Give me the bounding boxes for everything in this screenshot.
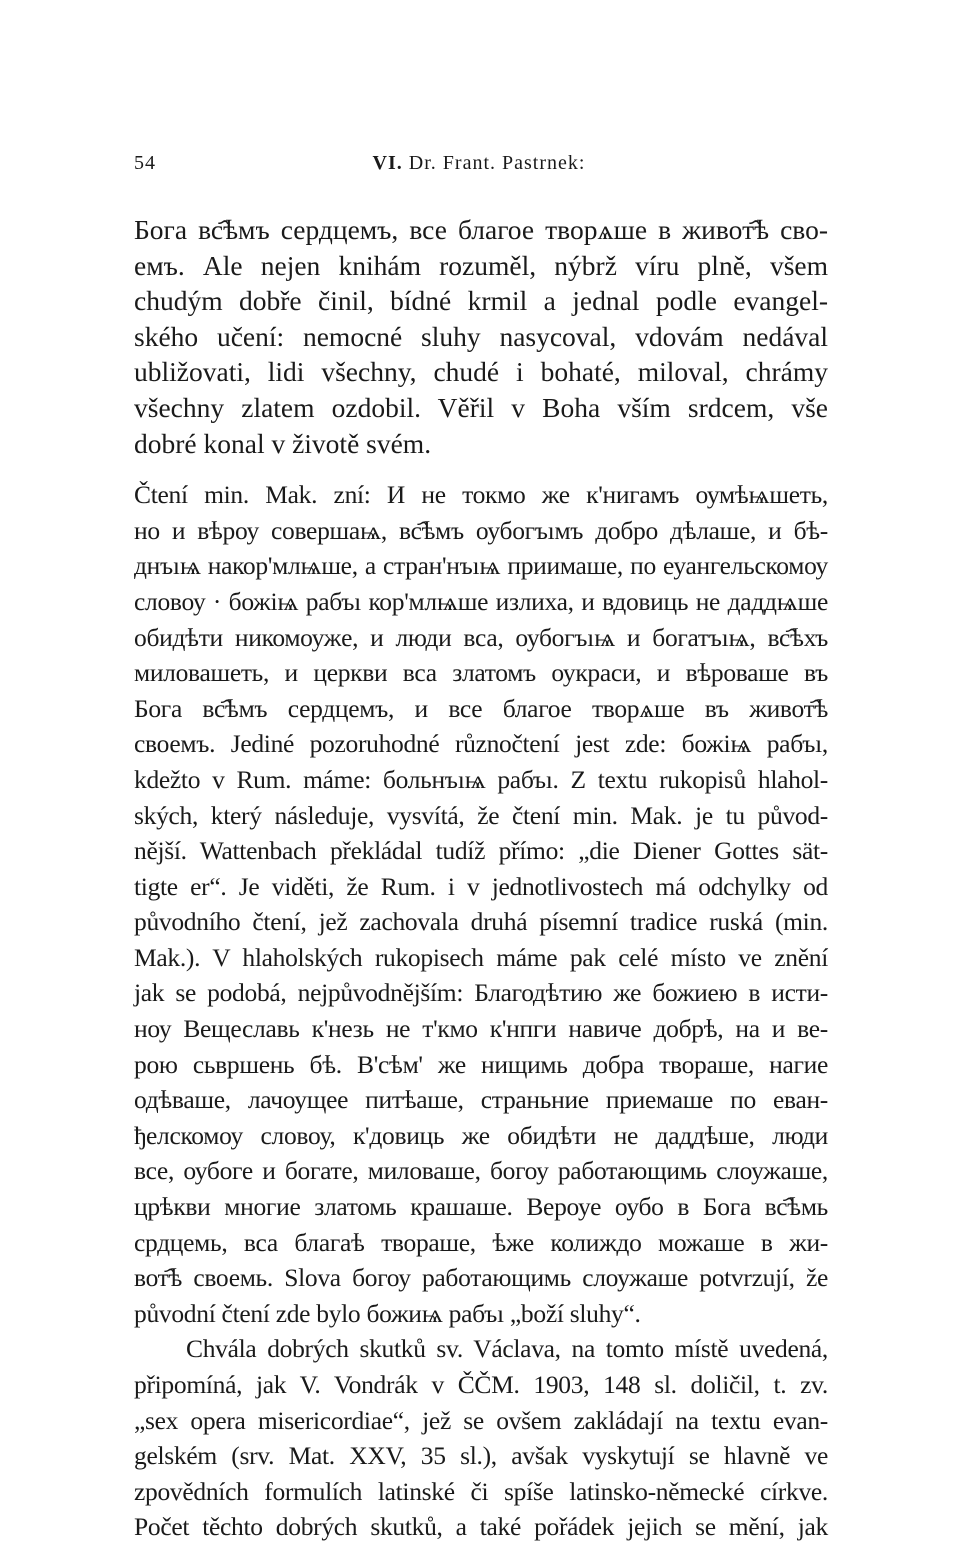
text-line: ského učení: nemocné sluhy nasycoval, vdovám nedával [134,320,828,352]
text-line: gelském (srv. Mat. XXV, 35 sl.), avšak vyskytují se hlavně ve [134,1441,828,1471]
text-line: Mak.). V hlaholských rukopisech máme pak celé místo ve znění [134,942,828,972]
text-line: tigte er“. Je viděti, že Rum. i v jednotlivostech má odchylky od [134,871,828,901]
text-line: ђелскомоу словоу, к'довиць же обидѣти не даддѣше, люди [134,1120,828,1150]
text-line: kdežto v Rum. máme: больнъıѩ рабъı. Z textu rukopisů hlahol- [134,764,828,794]
text-line: původního čtení, jež zachovala druhá písemní tradice ruská (min. [134,907,828,937]
text-line: všechny zlatem ozdobil. Věřil v Boha vším srdcem, vše [134,391,828,423]
text-line: емъ. Ale nejen knihám rozuměl, nýbrž víru plně, všem [134,249,828,281]
text-line: все, оубоге и богате, миловаше, богоу работающимь слоужаше, [134,1156,828,1186]
text-line: zpovědních formulích latinské či spíše latinsko-německé církve. [134,1476,828,1506]
text-line: обидѣти никомоужe, и люди вса, оубогъıѩ и богатъıѩ, вс҄ѣхъ [134,622,828,652]
text-line: своемъ. Jediné pozoruhodné různočtení jest zde: божіѩ рабъı, [134,729,828,759]
text-line: миловашеть, и церкви вса златомъ оукраси, и вѣроваше въ [134,658,828,688]
body-text [134,212,828,1545]
text-line: словоу · божіѩ рабъı кор'млѩше излиха, и вдовиць не даддѩше [134,586,828,616]
text-line: но и вѣроу совершаѩ, вс҄ѣмъ оубогъıмъ добро дѣлаше, и бѣ- [134,515,828,545]
text-line: вот҄ѣ своемь. Slova богоу работающимь слоужаше potvrzují, že [134,1263,828,1293]
chapter-number: VI. [372,152,403,174]
text-line: Čtení min. Mak. zní: И не токмо же к'нигамъ оумѣѩшеть, [134,480,828,510]
text-line: Бога вс҄ѣмъ сердцемъ, и все благое творѧше въ живот҄ѣ [134,693,828,723]
text-line: рою сьвршень бѣ. В'сѣм' же нищимь добра твораше, нагие [134,1049,828,1079]
text-line: Počet těchto dobrých skutků, a také pořádek jejich se mění, jak [134,1512,828,1542]
text-line: nější. Wattenbach překládal tudíž přímo: „die Diener Gottes sät- [134,836,828,866]
text-line: Chvála dobrých skutků sv. Václava, na tomto místě uvedená, [186,1334,828,1364]
text-line: срдцемь, вса благаѣ твораше, ѣже колиждо можаше в жи- [134,1227,828,1257]
text-line: одѣваше, лачоущее питѣаше, страньние приемаше по еван- [134,1085,828,1115]
text-line: původní čtení zde bylo божиѩ рабъı „boží sluhy“. [134,1298,641,1328]
text-line: црѣкви многие златомь крашаше. Вероуе оубо в Бога вс҄ѣмь [134,1192,828,1222]
text-line: jak se podobá, nejpůvodnějším: Благодѣтию же божиею в исти- [134,978,828,1008]
text-line: днъıѩ накор'млѩше, а стран'нъıѩ приимаше, по еуангельскомоу [134,551,828,581]
text-line: „sex opera misericordiae“, jež se ovšem zakládají na textu evan- [134,1405,828,1435]
text-line: připomíná, jak V. Vondrák v ČČM. 1903, 148 sl. doličil, t. zv. [134,1370,828,1399]
text-line: chudým dobře činil, bídné krmil a jednal podle evangel- [134,285,828,317]
text-line: ubližovati, lidi všechny, chudé i bohaté, miloval, chrámy [134,356,828,388]
text-line: ských, který následuje, vysvítá, že čtení min. Mak. je tu původ- [134,800,828,830]
page-number: 54 [134,152,156,174]
running-header [134,152,824,182]
author-name: Dr. Frant. Pastrnek: [408,152,586,174]
text-line: dobré konal v životě svém. [134,427,432,459]
text-line: ноу Вещеславь к'незь не т'кмо к'нпги навиче добрѣ, на и ве- [134,1014,828,1044]
running-title [134,152,824,175]
text-line: Бога вс҄ѣмъ сердцемъ, все благое творѧше в живот҄ѣ сво- [134,214,828,245]
